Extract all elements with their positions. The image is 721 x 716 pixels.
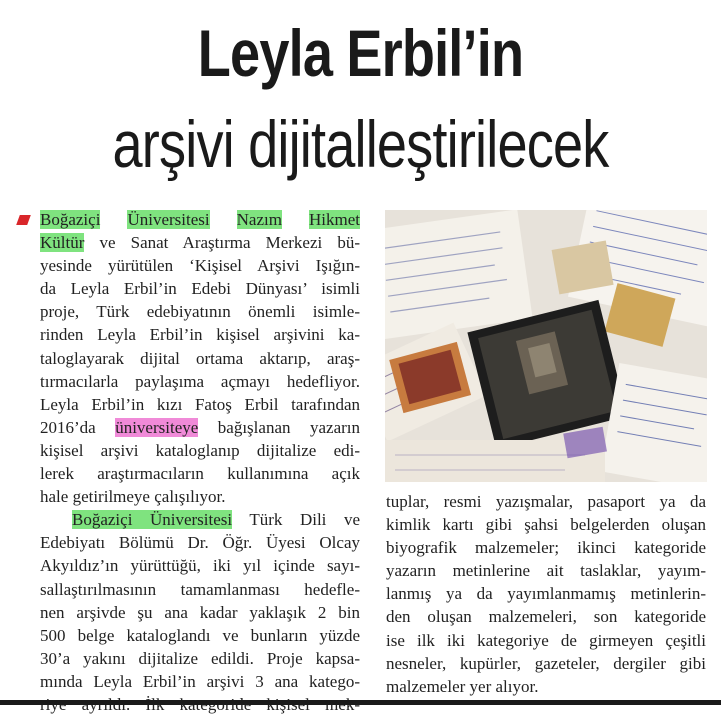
article-line xyxy=(40,416,360,439)
article-line: nen arşivde şu ana kadar yaklaşık 2 bin xyxy=(40,602,360,622)
article-line: malzemeler yer alıyor. xyxy=(386,676,539,696)
red-bullet-icon xyxy=(16,215,31,225)
highlight-term: Boğaziçi xyxy=(40,210,101,229)
article-line: Akyıldız’ın yürüttüğü, iki yıl içinde sayı- xyxy=(40,556,360,576)
highlight-term: Hikmet xyxy=(309,210,360,229)
article-line: ise ilk iki kategoriye de girmeyen çeşitli xyxy=(386,630,706,650)
article-line: 500 belge kataloglandı ve bunların yüzde xyxy=(40,625,360,645)
article-line: hale getirilmeye çalışılıyor. xyxy=(40,487,226,507)
article-line: nesneler, kupürler, gazeteler, dergiler gibi xyxy=(386,653,706,673)
highlight-term: üniversiteye xyxy=(115,417,199,437)
article-line xyxy=(40,231,360,254)
article-text: bağışlanan yazarın xyxy=(198,417,360,437)
article-line: yazarın metinlerine ait taslaklar, yayım- xyxy=(386,561,706,581)
article-text: ve Sanat Araştırma Merkezi bü- xyxy=(84,233,360,253)
archive-photo xyxy=(385,210,707,482)
article-line xyxy=(40,208,360,231)
article-text: Türk Dili ve xyxy=(232,510,360,530)
article-line: tırmacılarla paylaşıma açmayı hedefliyor. xyxy=(40,371,360,391)
headline-line-2: arşivi dijitalleştirilecek xyxy=(112,107,609,181)
bottom-rule xyxy=(0,700,721,705)
article-line: kimlik kartı gibi şahsi belgelerden oluşan xyxy=(386,515,706,535)
article-line: da Leyla Erbil’in Edebi Dünyası’ isimli xyxy=(40,279,360,299)
article-line: biyografik malzemeler; ikinci kategoride xyxy=(386,538,706,558)
headline-line-1: Leyla Erbil’in xyxy=(197,16,524,90)
article-line: taloglayarak dijital ortama aktarıp, araş- xyxy=(40,348,360,368)
article-line: proje, Türk edebiyatının önemli isimle- xyxy=(40,302,360,322)
article-text: 2016’da xyxy=(40,417,116,437)
highlight-term: Nazım xyxy=(236,210,282,229)
article-column-2 xyxy=(386,490,706,698)
article-line: sallaştırılmasının tamamlanması hedefle- xyxy=(40,579,360,599)
article-line: lanmış ya da yayımlanmamış metinlerin- xyxy=(386,584,706,604)
article-line: tuplar, resmi yazışmalar, pasaport ya da xyxy=(386,492,706,511)
highlight-term: Boğaziçi Üniversitesi xyxy=(72,510,233,530)
article-line xyxy=(40,508,360,531)
article-line: kişisel arşivi kataloglanıp dijitalize edi- xyxy=(40,440,360,460)
article-line: mında Leyla Erbil’in arşivi 3 ana katego- xyxy=(40,671,360,691)
highlight-term: Üniversitesi xyxy=(127,210,210,229)
article-line: Edebiyatı Bölümü Dr. Öğr. Üyesi Olcay xyxy=(40,533,360,553)
article-line: rinden Leyla Erbil’in kişisel arşivini ka- xyxy=(40,325,360,345)
article-line: den oluşan malzemeleri, son kategoride xyxy=(386,607,706,627)
archive-photo-icon xyxy=(385,210,707,482)
article-line: 30’a yakını dijitalize edildi. Proje kapsa- xyxy=(40,648,360,668)
article-column-1 xyxy=(40,208,360,716)
article-line: lerek araştırmacıların kullanımına açık xyxy=(40,464,360,484)
article-line: yesinde yürütülen ‘Kişisel Arşivi Işığın- xyxy=(40,256,360,276)
article-line: Leyla Erbil’in kızı Fatoş Erbil tarafından xyxy=(40,394,360,414)
highlight-term: Kültür xyxy=(40,233,85,253)
